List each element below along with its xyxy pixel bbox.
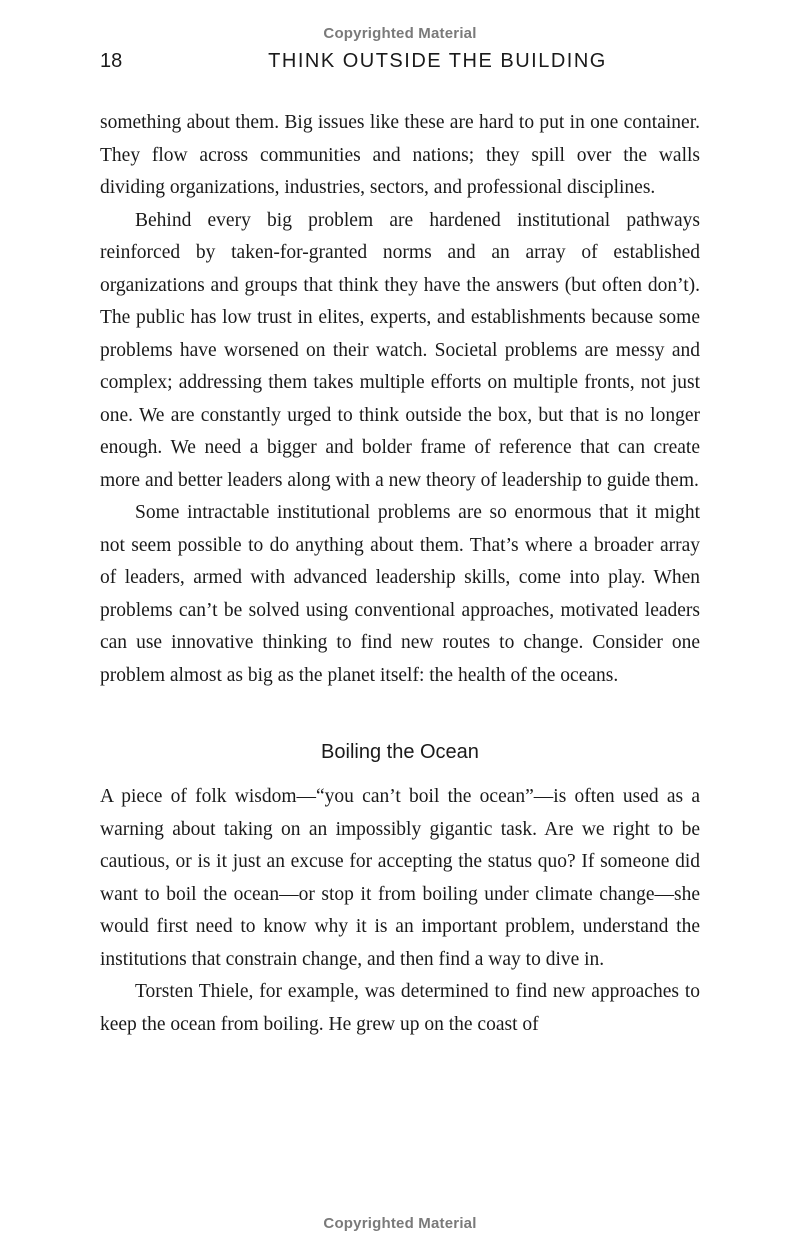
paragraph: Behind every big problem are hardened institutional pathways reinforced by taken-for-granted norms and an array of established organizations and groups that think they have the answers (but often don’t). The public has low trust in elites, experts, and establishments because some problems have worsened on their watch. Societal problems are messy and complex; addressing them takes multiple efforts on multiple fronts, not just one. We are constantly urged to think outside the box, but that is no longer enough. We need a bigger and bolder frame of reference that can create more and better leaders along with a new theory of leadership to guide them.	[100, 209, 700, 491]
paragraph-continued: something about them. Big issues like these are hard to put in one container. They flow across communities and nations; they spill over the walls dividing organizations, industries, sectors, and professional disciplines.	[100, 112, 700, 198]
copyright-watermark-bottom: Copyrighted Material	[323, 1215, 477, 1232]
section-first-paragraph: A piece of folk wisdom—“you can’t boil the ocean”—is often used as a warning about taking on an impossibly gigantic task. Are we right to be cautious, or is it just an excuse for accepting the status quo? If someone did want to boil the ocean—or stop it from boiling under climate change—she would first need to know why it is an important problem, understand the institutions that constrain change, and then find a way to dive in.	[100, 786, 700, 970]
paragraph: Torsten Thiele, for example, was determined to find new approaches to keep the ocean from boiling. He grew up on the coast of	[100, 981, 700, 1035]
paragraph: Some intractable institutional problems are so enormous that it might not seem possible to do anything about them. That’s where a broader array of leaders, armed with advanced leadership skills, come into play. When problems can’t be solved using conventional approaches, motivated leaders can use innovative thinking to find new routes to change. Consider one problem almost as big as the planet itself: the health of the oceans.	[100, 502, 700, 686]
page-body	[100, 107, 700, 1041]
copyright-watermark-top: Copyrighted Material	[323, 25, 477, 42]
running-title: THINK OUTSIDE THE BUILDING	[268, 50, 607, 72]
section-heading: Boiling the Ocean	[321, 741, 479, 763]
running-header	[100, 50, 700, 76]
page-number: 18	[100, 50, 123, 72]
